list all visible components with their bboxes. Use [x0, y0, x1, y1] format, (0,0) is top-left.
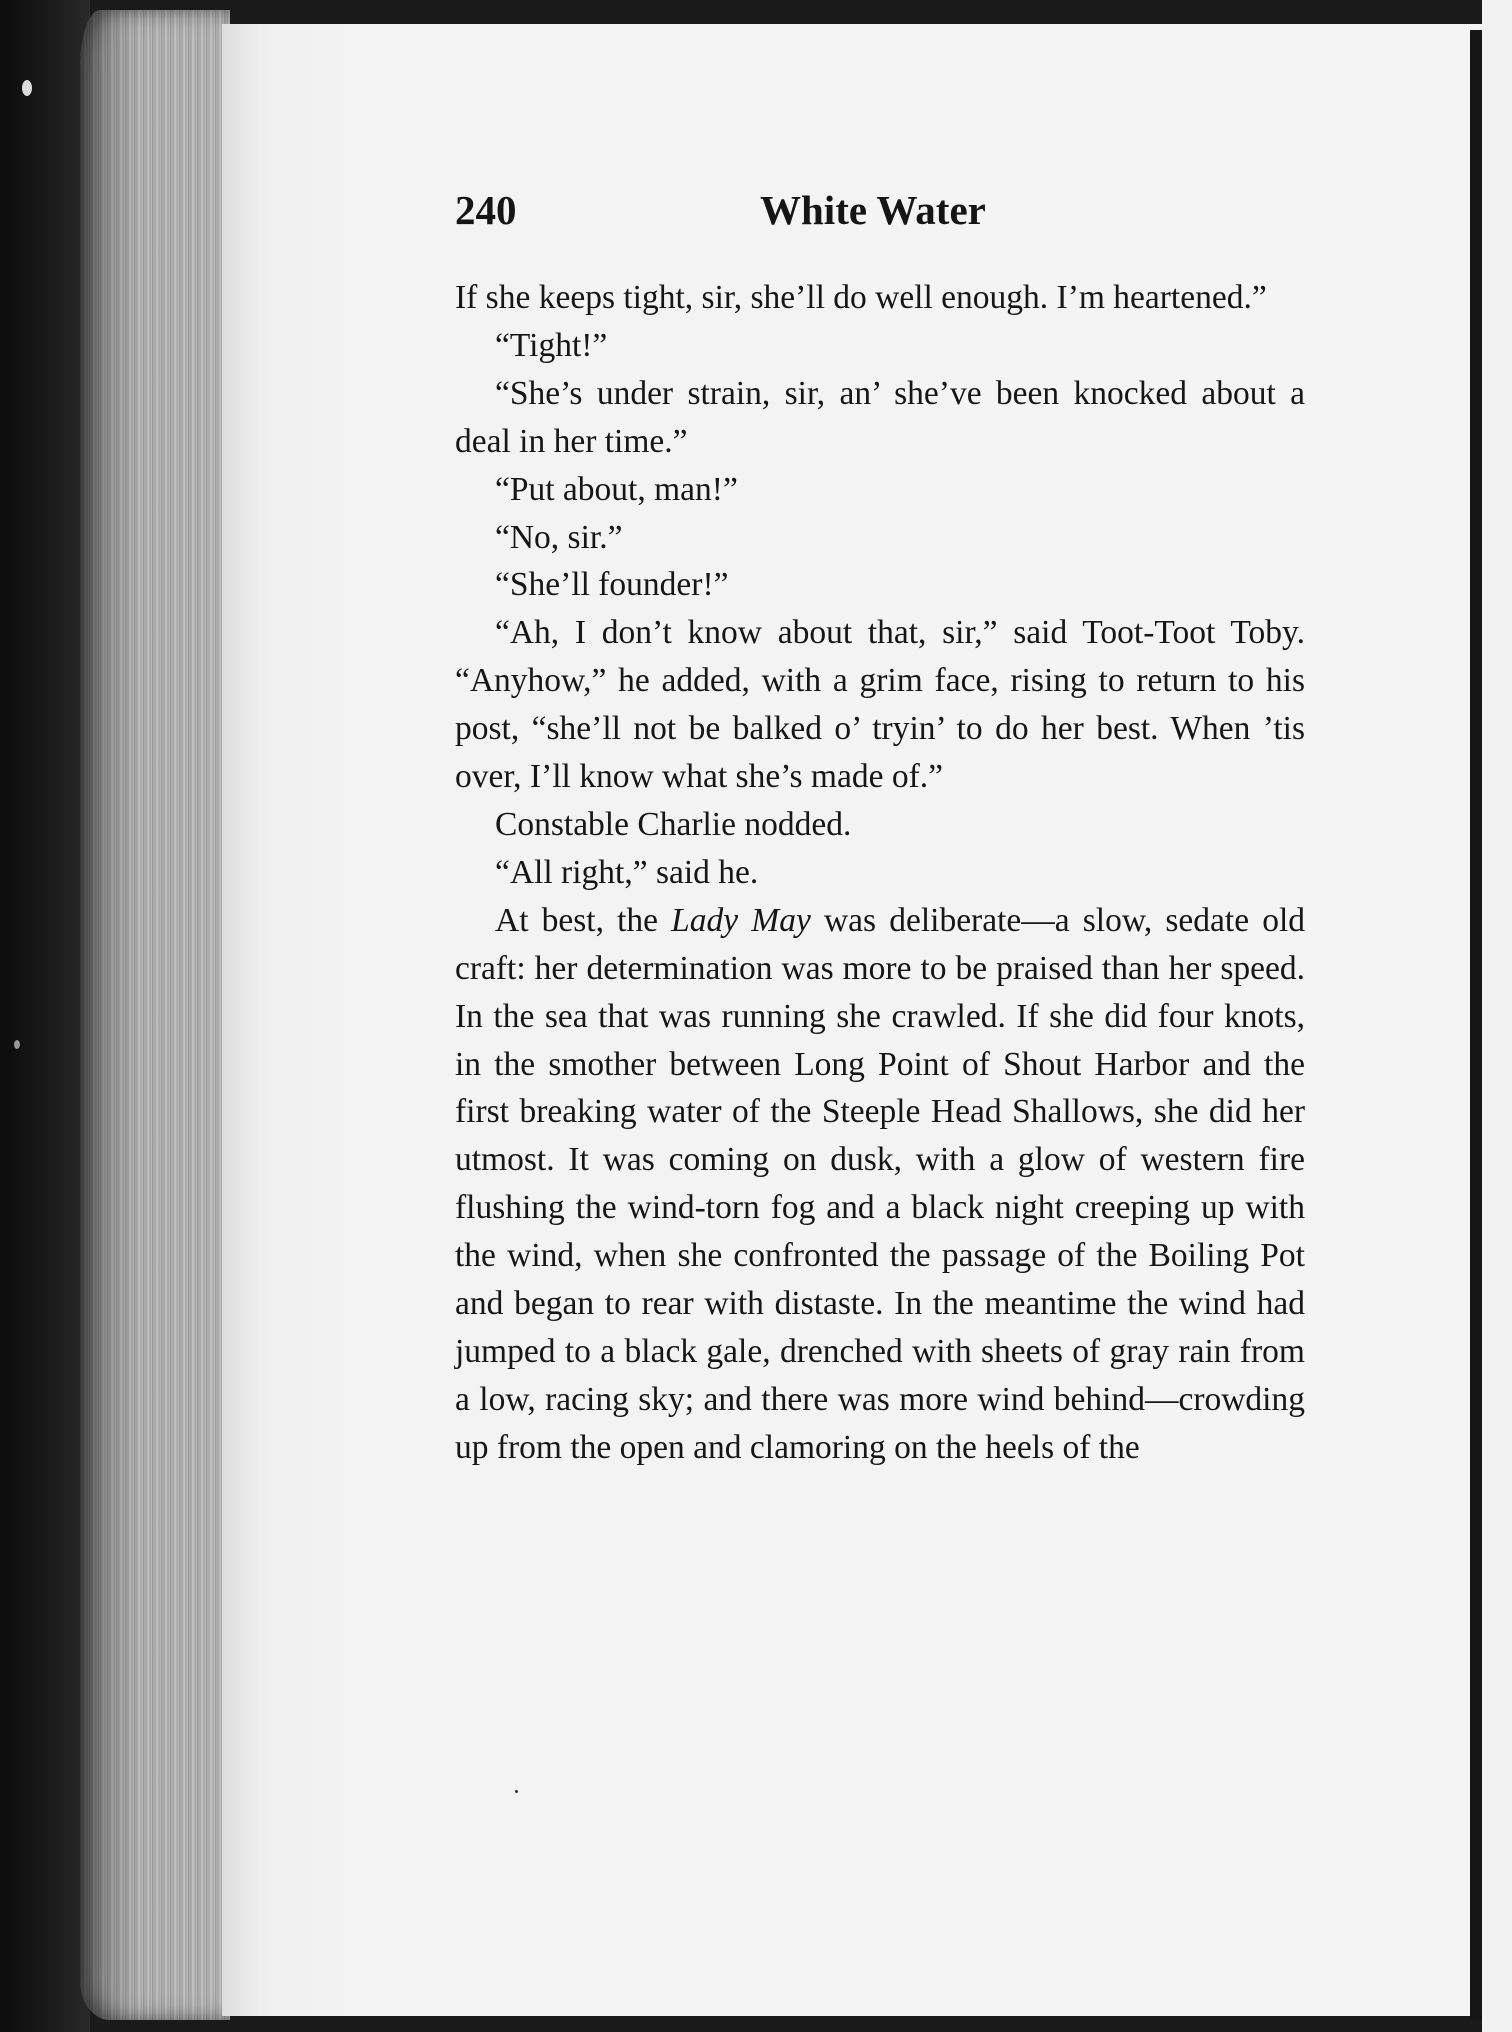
- next-page-edge: [1482, 0, 1512, 2032]
- ship-name: Lady May: [671, 901, 811, 939]
- paragraph: Constable Charlie nodded.: [495, 805, 852, 843]
- running-title: White Water: [760, 187, 986, 233]
- paragraph: If she keeps tight, sir, she’ll do well enough. I’m heartened.”: [455, 279, 1267, 316]
- paragraph: “Tight!”: [495, 326, 608, 364]
- paragraph: “Ah, I don’t know about that, sir,” said Toot-Toot Toby. “Anyhow,” he added, with a grim face, rising to return to his post, “she’ll not be balked o’ tryin’ to do her best. When ’tis over, I’ll know what she’s made of.”: [455, 614, 1305, 796]
- paragraph: “All right,” said he.: [495, 853, 759, 891]
- dust-speck: [515, 1790, 518, 1793]
- dust-speck: [14, 1040, 20, 1049]
- body-text: [455, 274, 1305, 1472]
- running-head: [455, 186, 1305, 246]
- page-gutter-shadow: [1470, 30, 1482, 2020]
- paragraph: “She’ll founder!”: [495, 566, 729, 604]
- page-number: 240: [455, 187, 517, 233]
- background-left: [0, 0, 90, 2032]
- text-run: At best, the: [495, 901, 672, 939]
- text-run: was deliberate—a slow, sedate old craft: her determination was more to be praised than her speed. In the sea that was running she crawled. If she did four knots, in the smother between Long Point of Shout Harbor and the first breaking water of the Steeple Head Shallows, she did her utmost. It was coming on dusk, with a glow of western fire flushing the wind-torn fog and a black night creeping up with the wind, when she confronted the passage of the Boiling Pot and began to rear with distaste. In the meantime the wind had jumped to a black gale, drenched with sheets of gray rain from a low, racing sky; and there was more wind behind—crowding up from the open and clamoring on the heels of the: [455, 901, 1306, 1466]
- paragraph: “Put about, man!”: [495, 470, 738, 508]
- paragraph-last: [455, 897, 1305, 1472]
- dust-speck: [22, 80, 32, 96]
- book-page-edges: [80, 10, 230, 2020]
- paragraph: “No, sir.”: [495, 518, 623, 556]
- paragraph: “She’s under strain, sir, an’ she’ve been knocked about a deal in her time.”: [455, 374, 1305, 460]
